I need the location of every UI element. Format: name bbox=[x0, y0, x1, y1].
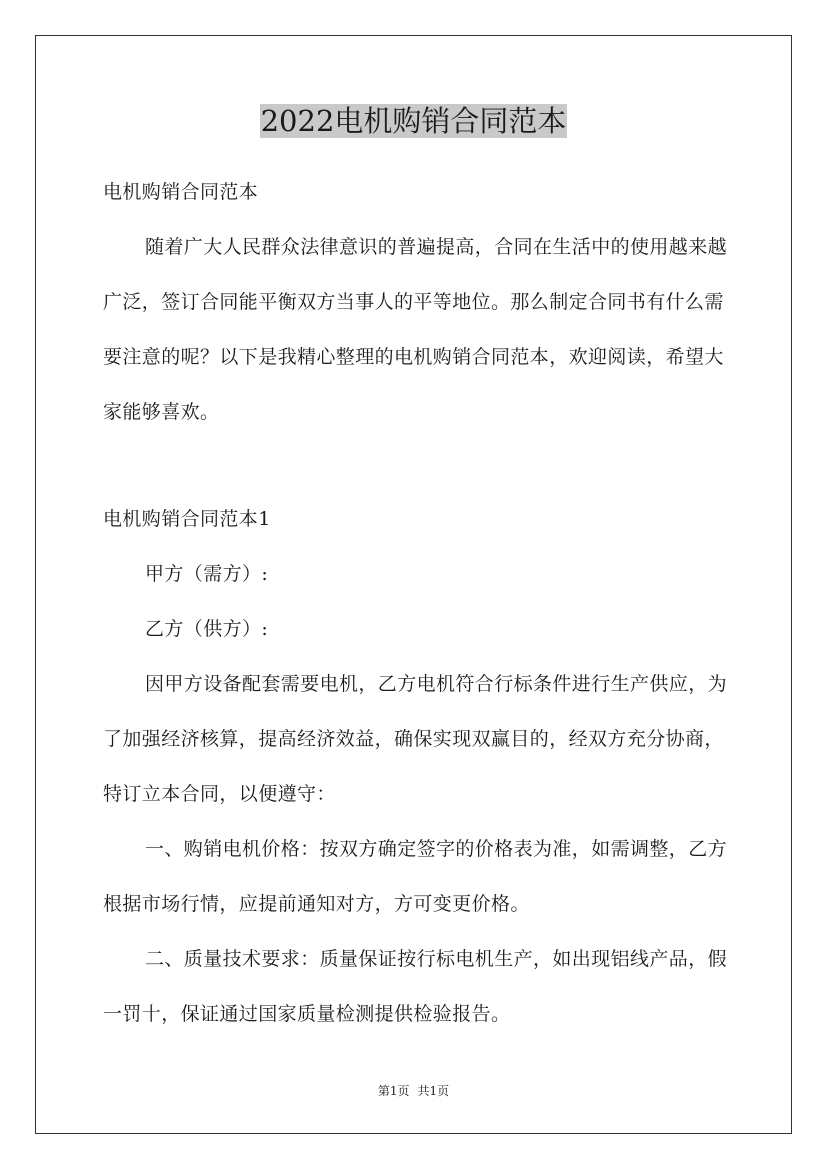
intro-heading: 电机购销合同范本 bbox=[103, 181, 259, 203]
page-total: 共1页 bbox=[417, 1084, 450, 1098]
preamble-paragraph: 因甲方设备配套需要电机，乙方电机符合行标条件进行生产供应，为了加强经济核算，提高经济效益，确保实现双赢目的，经双方充分协商，特订立本合同，以便遵守： bbox=[103, 673, 728, 805]
intro-paragraph: 随着广大人民群众法律意识的普遍提高，合同在生活中的使用越来越广泛，签订合同能平衡双方当事人的平等地位。那么制定合同书有什么需要注意的呢？以下是我精心整理的电机购销合同范本，欢迎阅读，希望大家能够喜欢。 bbox=[103, 236, 728, 423]
section-heading: 电机购销合同范本1 bbox=[103, 508, 271, 530]
clause-price: 一、购销电机价格：按双方确定签字的价格表为准，如需调整，乙方根据市场行情，应提前通知对方，方可变更价格。 bbox=[103, 838, 728, 915]
contract-section-1 bbox=[103, 492, 739, 1042]
document-title bbox=[0, 100, 827, 142]
clause-quality: 二、质量技术要求：质量保证按行标电机生产，如出现铝线产品，假一罚十，保证通过国家质量检测提供检验报告。 bbox=[103, 948, 728, 1025]
party-b-label: 乙方（供方）: bbox=[145, 618, 269, 640]
party-a-label: 甲方（需方）: bbox=[145, 563, 269, 585]
intro-section bbox=[103, 165, 739, 440]
page-number: 第1页 bbox=[377, 1084, 410, 1098]
document-title-text: 2022电机购销合同范本 bbox=[260, 104, 567, 138]
page-footer bbox=[0, 1083, 827, 1099]
